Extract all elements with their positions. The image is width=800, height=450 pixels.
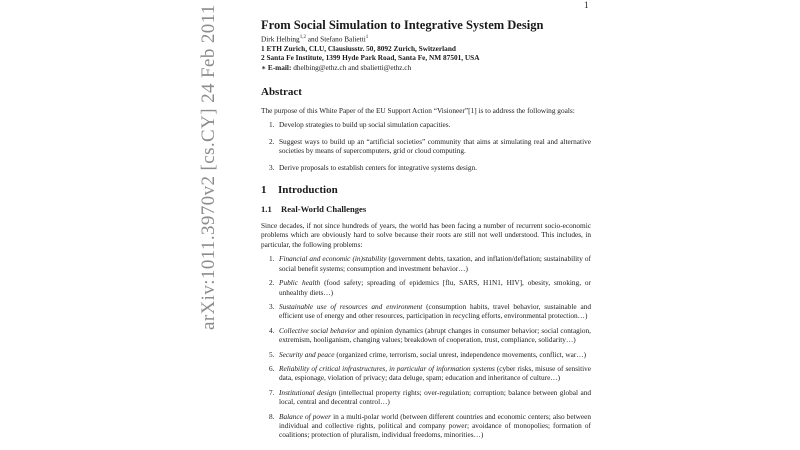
list-item-number: 2. [269, 278, 275, 288]
section-number: 1 [261, 184, 267, 197]
list-item-title: Balance of power [279, 411, 332, 421]
subsection-number: 1.1 [261, 204, 272, 215]
list-item [261, 137, 591, 156]
list-item-title: Sustainable use of resources and environment [279, 301, 423, 311]
list-item-text: (intellectual property rights; over-regulation; corruption; balance between global and local, central and decentral control…) [279, 387, 591, 407]
list-item-text: (government debts, taxation, and inflation/deflation; sustainability of social benefit systems; consumption and investment behavior…) [279, 254, 591, 273]
authors [261, 33, 591, 44]
list-item-text: (cyber risks, misuse of sensitive data, espionage, violation of privacy; data deluge, spam; education and inheritance of culture…) [279, 363, 592, 383]
author-2-affiliation-mark: 1 [365, 35, 369, 40]
list-item [261, 278, 591, 297]
challenges-list [261, 254, 591, 440]
list-item-number: 3. [269, 301, 275, 311]
list-item [261, 412, 591, 440]
affiliation-2: 2 Santa Fe Institute, 1399 Hyde Park Road, Santa Fe, NM 87501, USA [261, 53, 480, 63]
list-item-title: Security and peace [279, 349, 335, 359]
list-item [261, 302, 591, 321]
list-item [261, 364, 591, 383]
abstract-intro: The purpose of this White Paper of the EU Support Action “Visioneer”[1] is to address the following goals: [261, 106, 575, 116]
list-item-title: Collective social behavior [279, 325, 357, 335]
list-item [261, 254, 591, 273]
author-1: Dirk Helbing [261, 34, 300, 44]
list-item-number: 7. [269, 387, 275, 397]
paper-title: From Social Simulation to Integrative System Design [261, 18, 544, 32]
list-item-number: 5. [269, 349, 275, 359]
list-item-text: and opinion dynamics (abrupt changes in consumer behavior; social contagion, extremism, hooliganism, changing values; breakdown of cooperation, trust, compliance, solidarity…) [279, 325, 591, 345]
list-item [261, 120, 591, 129]
author-1-affiliation-mark: 1,2 [299, 35, 306, 40]
subsection-heading [261, 204, 591, 215]
list-item-text: (consumption habits, travel behavior, sustainable and efficient use of energy and other resources, participation in recycling efforts, environmental protection…) [279, 301, 591, 321]
list-item-number: 4. [269, 325, 275, 335]
email-addresses: dhelbing@ethz.ch and sbalietti@ethz.ch [291, 62, 412, 72]
list-item [261, 326, 591, 345]
list-item-number: 1. [269, 254, 275, 264]
list-item-text: (organized crime, terrorism, social unrest, independence movements, conflict, war…) [334, 349, 587, 359]
list-item-title: Public health [279, 278, 321, 288]
list-item-title: Reliability of critical infrastructures, in particular of information systems [279, 363, 495, 373]
author-2: and Stefano Balietti [305, 34, 366, 44]
section-title: Introduction [278, 184, 338, 197]
list-item [261, 163, 591, 172]
list-item-text: Develop strategies to build up social simulation capacities. [279, 120, 451, 130]
email-label: ∗ E-mail: [261, 62, 292, 72]
list-item [261, 350, 591, 359]
page-number: 1 [584, 0, 589, 10]
goals-list [261, 120, 591, 172]
paper-content [261, 18, 591, 445]
list-item-text: Derive proposals to establish centers for integrative systems design. [279, 162, 477, 172]
list-item-title: Financial and economic (in)stability [279, 254, 387, 264]
email-line [261, 63, 591, 72]
subsection-title: Real-World Challenges [281, 204, 367, 215]
affiliation-1: 1 ETH Zurich, CLU, Clausiusstr. 50, 8092 Zurich, Switzerland [261, 43, 456, 53]
list-item-title: Institutional design [279, 387, 337, 397]
list-item-number: 2. [269, 136, 275, 146]
arxiv-stamp: arXiv:1011.3970v2 [cs.CY] 24 Feb 2011 [198, 4, 219, 330]
list-item-text: in a multi-polar world (between different countries and economic centers; also between individual and collective rights, political and company power; avoidance of monopolies; formation of coalitions; protection of pluralism, individual freedoms, minorities…) [279, 411, 591, 440]
list-item-number: 8. [269, 411, 275, 421]
list-item [261, 388, 591, 407]
section-intro: Since decades, if not since hundreds of years, the world has been facing a number of recurrent socio-economic problems which are obviously hard to solve because their roots are still not well understood. This includes, in particular, the following problems: [261, 221, 591, 249]
list-item-number: 6. [269, 363, 275, 373]
list-item-text: (food safety; spreading of epidemics [flu, SARS, H1N1, HIV], obesity, smoking, or unhealthy diets…) [279, 278, 591, 297]
list-item-number: 1. [269, 120, 275, 130]
abstract-heading: Abstract [261, 86, 302, 99]
list-item-text: Suggest ways to build up an “artificial societies” community that aims at simulating real and alternative societies by means of supercomputers, grid or cloud computing. [279, 136, 591, 156]
list-item-number: 3. [269, 162, 275, 172]
section-heading [261, 184, 591, 197]
